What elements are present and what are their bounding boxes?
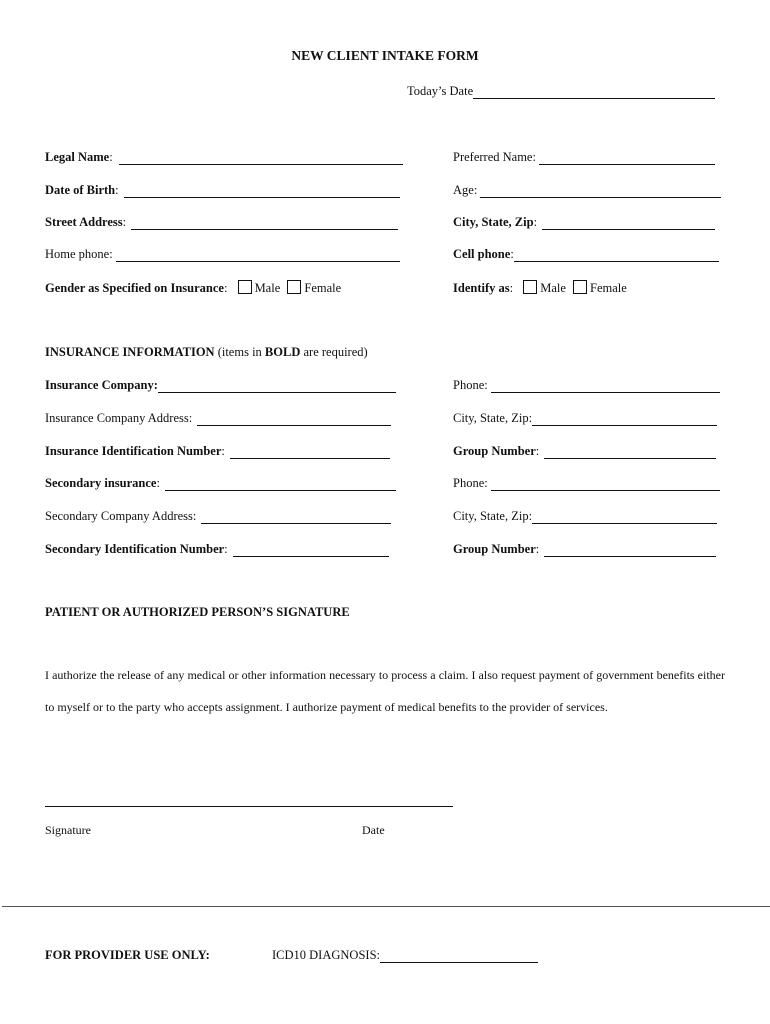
cell-phone-label: Cell phone [453, 247, 511, 261]
insurance-address-field [45, 411, 391, 426]
insurance-company-input[interactable] [158, 379, 396, 393]
insurance-heading-note-bold: BOLD [264, 345, 301, 359]
insurance-id-input[interactable] [230, 445, 390, 459]
secondary-city-field [453, 509, 717, 524]
insurance-heading-note-post: are required) [303, 345, 368, 359]
secondary-address-label: Secondary Company Address: [45, 509, 197, 523]
form-title: NEW CLIENT INTAKE FORM [291, 48, 479, 63]
insurance-heading [45, 345, 368, 360]
home-phone-label: Home phone: [45, 247, 113, 261]
identify-male-checkbox[interactable] [523, 280, 537, 294]
secondary-group-field: Group Number : [453, 542, 716, 557]
insurance-phone-label: Phone: [453, 378, 488, 392]
identify-field: Identify as: Male Female [453, 281, 627, 295]
icd10-label: ICD10 DIAGNOSIS: [272, 948, 380, 962]
secondary-city-input[interactable] [532, 510, 717, 524]
preferred-name-input[interactable] [539, 151, 715, 165]
identify-female-label: Female [590, 281, 627, 295]
legal-name-input[interactable] [119, 151, 403, 165]
todays-date-label: Today’s Date [407, 84, 474, 98]
age-input[interactable] [480, 184, 721, 198]
street-address-label: Street Address [45, 215, 123, 229]
gender-male-label: Male [254, 281, 281, 295]
divider [2, 906, 770, 907]
insurance-phone-input[interactable] [491, 379, 720, 393]
insurance-id-field: Insurance Identification Number : [45, 444, 390, 459]
gender-female-label: Female [304, 281, 342, 295]
secondary-insurance-label: Secondary insurance [45, 476, 157, 490]
city-state-zip-input[interactable] [542, 216, 715, 230]
cell-phone-input[interactable] [514, 248, 719, 262]
authorization-paragraph: I authorize the release of any medical or other information necessary to process a claim. I also request payment of government benefits either to myself or to the party who accepts assignment. I authorize payment of medical benefits to the provider of services. [45, 668, 725, 714]
dob-label: Date of Birth [45, 183, 116, 197]
street-address-input[interactable] [131, 216, 398, 230]
insurance-city-input[interactable] [532, 412, 717, 426]
dob-field: Date of Birth : [45, 183, 400, 198]
group-number-label: Group Number [453, 444, 536, 458]
secondary-phone-field [453, 476, 720, 491]
gender-field: Gender as Specified on Insurance: Male Female [45, 281, 342, 295]
provider-use-label: FOR PROVIDER USE ONLY: [45, 948, 210, 962]
legal-name-field: Legal Name : [45, 150, 403, 165]
street-address-field: Street Address : [45, 215, 398, 230]
gender-female-checkbox[interactable] [287, 280, 301, 294]
secondary-id-input[interactable] [233, 543, 389, 557]
preferred-name-field [453, 150, 715, 165]
insurance-address-input[interactable] [197, 412, 391, 426]
insurance-heading-note-pre: (items in [217, 345, 262, 359]
secondary-address-field [45, 509, 391, 524]
group-number-field: Group Number : [453, 444, 716, 459]
signature-label: Signature [45, 823, 91, 837]
gender-male-checkbox[interactable] [238, 280, 252, 294]
todays-date-field [407, 84, 715, 99]
signature-heading: PATIENT OR AUTHORIZED PERSON’S SIGNATURE [45, 605, 350, 619]
home-phone-field [45, 247, 400, 262]
secondary-insurance-field: Secondary insurance : [45, 476, 396, 491]
city-state-zip-label: City, State, Zip [453, 215, 534, 229]
dob-input[interactable] [124, 184, 400, 198]
secondary-id-label: Secondary Identification Number [45, 542, 225, 556]
home-phone-input[interactable] [116, 248, 400, 262]
secondary-phone-input[interactable] [491, 477, 720, 491]
secondary-group-input[interactable] [544, 543, 716, 557]
icd10-input[interactable] [380, 949, 538, 963]
identify-female-checkbox[interactable] [573, 280, 587, 294]
insurance-company-label: Insurance Company: [45, 378, 158, 392]
secondary-group-label: Group Number [453, 542, 536, 556]
city-state-zip-field: City, State, Zip : [453, 215, 715, 230]
insurance-city-label: City, State, Zip: [453, 411, 533, 425]
todays-date-input[interactable] [473, 85, 715, 99]
gender-label: Gender as Specified on Insurance [45, 281, 224, 295]
secondary-phone-label: Phone: [453, 476, 488, 490]
cell-phone-field: Cell phone : [453, 247, 719, 262]
identify-label: Identify as [453, 281, 510, 295]
insurance-phone-field [453, 378, 720, 393]
signature-date-label: Date [362, 823, 385, 837]
secondary-insurance-input[interactable] [165, 477, 396, 491]
identify-male-label: Male [540, 281, 566, 295]
insurance-city-field [453, 411, 717, 426]
secondary-city-label: City, State, Zip: [453, 509, 533, 523]
secondary-address-input[interactable] [201, 510, 391, 524]
preferred-name-label: Preferred Name: [453, 150, 536, 164]
secondary-id-field: Secondary Identification Number : [45, 542, 389, 557]
group-number-input[interactable] [544, 445, 716, 459]
icd10-field [272, 948, 538, 963]
age-label: Age: [453, 183, 478, 197]
insurance-address-label: Insurance Company Address: [45, 411, 193, 425]
signature-line[interactable] [45, 806, 453, 807]
age-field [453, 183, 721, 198]
insurance-company-field [45, 378, 396, 393]
legal-name-label: Legal Name [45, 150, 110, 164]
insurance-id-label: Insurance Identification Number [45, 444, 222, 458]
insurance-heading-title: INSURANCE INFORMATION [45, 345, 215, 359]
